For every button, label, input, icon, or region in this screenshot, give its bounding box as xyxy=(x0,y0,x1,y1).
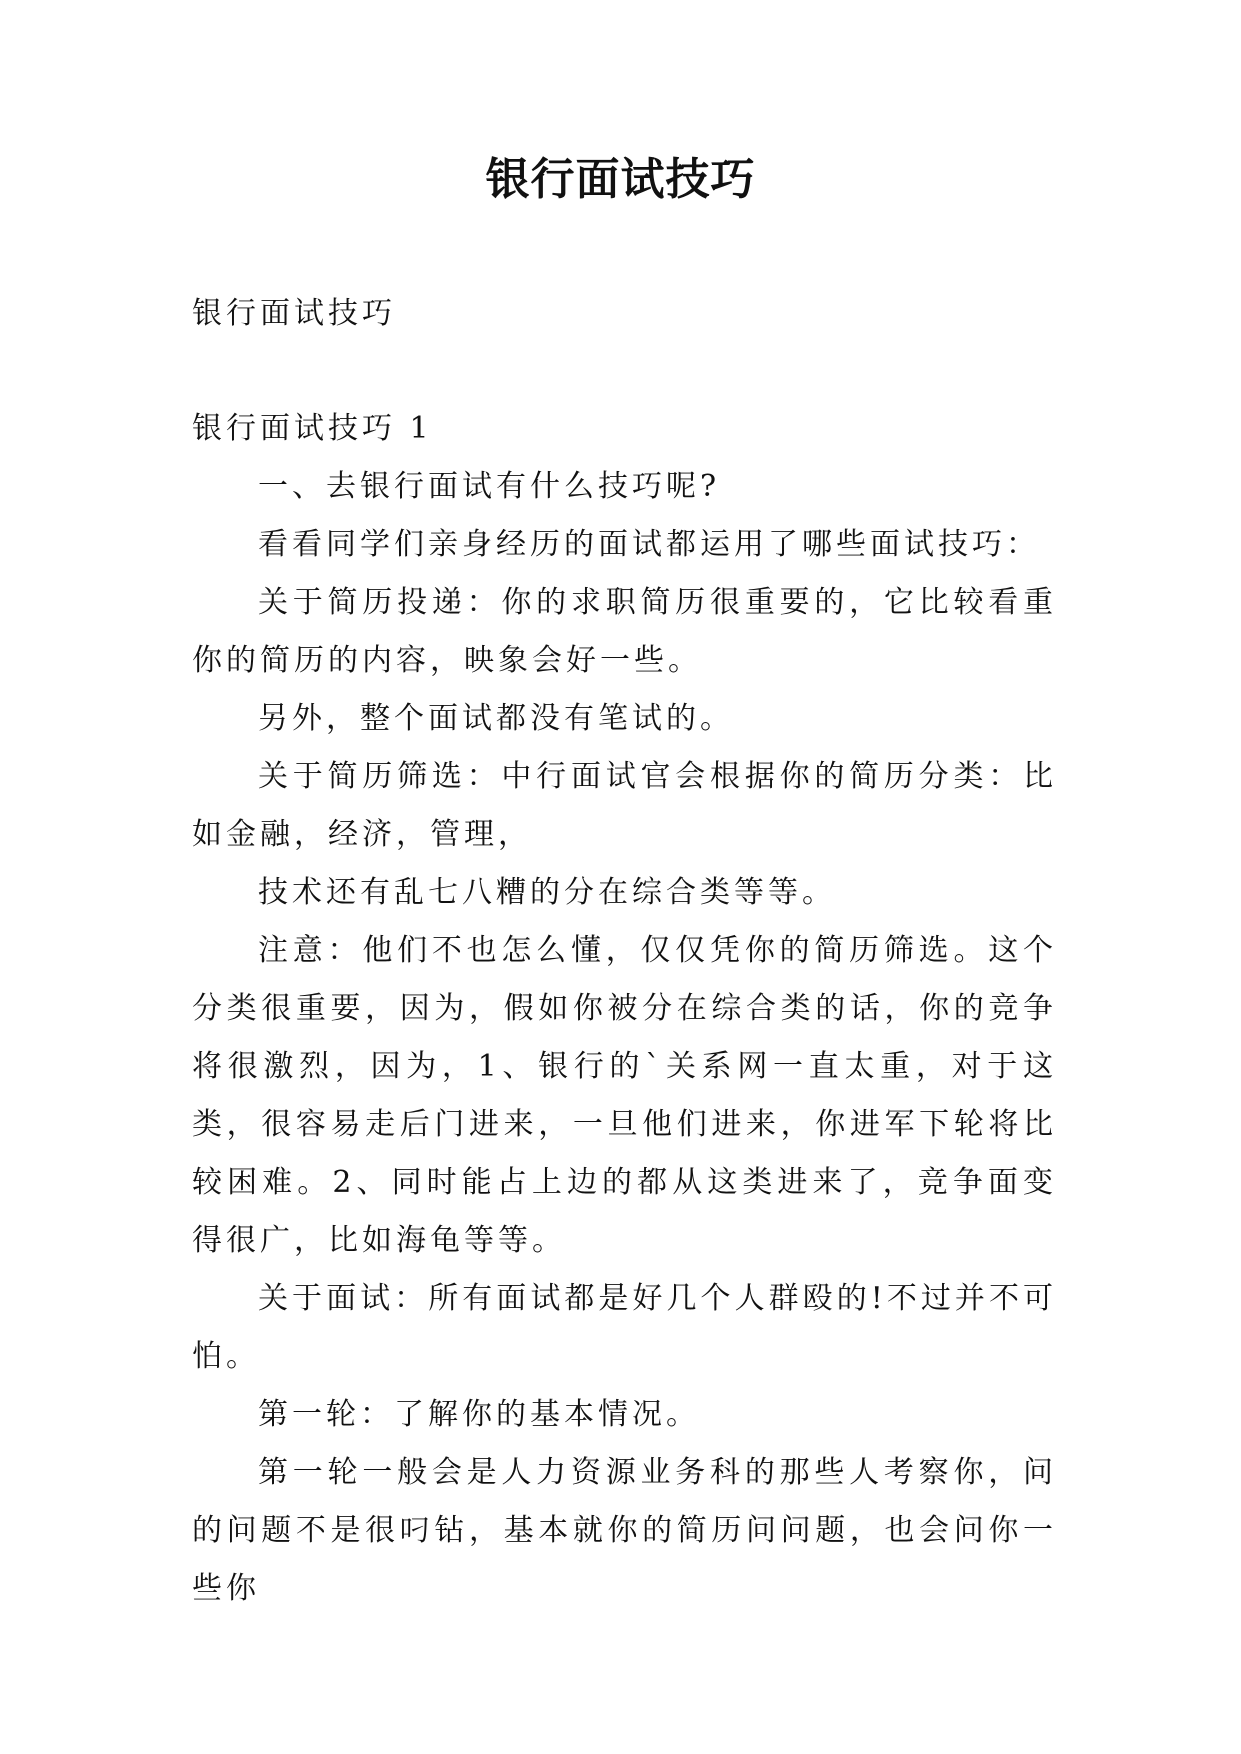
paragraph: 另外，整个面试都没有笔试的。 xyxy=(258,701,734,736)
paragraph: 关于简历筛选：中行面试官会根据你的简历分类：比如金融，经济，管理， xyxy=(192,759,1057,852)
paragraph: 一、去银行面试有什么技巧呢? xyxy=(258,469,721,504)
section-heading: 银行面试技巧 1 xyxy=(192,411,433,446)
document-title: 银行面试技巧 xyxy=(485,154,756,205)
paragraph: 第一轮：了解你的基本情况。 xyxy=(258,1397,700,1432)
paragraph: 技术还有乱七八糟的分在综合类等等。 xyxy=(258,875,836,910)
document-body xyxy=(192,285,1057,1618)
paragraph: 注意：他们不也怎么懂，仅仅凭你的简历筛选。这个分类很重要，因为，假如你被分在综合类的话，你的竞争将很激烈，因为，1、银行的`关系网一直太重，对于这类，很容易走后门进来，一旦他们进来，你进军下轮将比较困难。2、同时能占上边的都从这类进来了，竞争面变得很广，比如海龟等等。 xyxy=(192,933,1057,1258)
document-subtitle: 银行面试技巧 xyxy=(192,296,396,331)
paragraph: 关于简历投递：你的求职简历很重要的，它比较看重你的简历的内容，映象会好一些。 xyxy=(192,585,1057,678)
paragraph: 关于面试：所有面试都是好几个人群殴的!不过并不可怕。 xyxy=(192,1281,1057,1374)
paragraph: 第一轮一般会是人力资源业务科的那些人考察你，问的问题不是很叼钻，基本就你的简历问问题，也会问你一些你 xyxy=(192,1455,1057,1606)
paragraph: 看看同学们亲身经历的面试都运用了哪些面试技巧： xyxy=(258,527,1040,562)
